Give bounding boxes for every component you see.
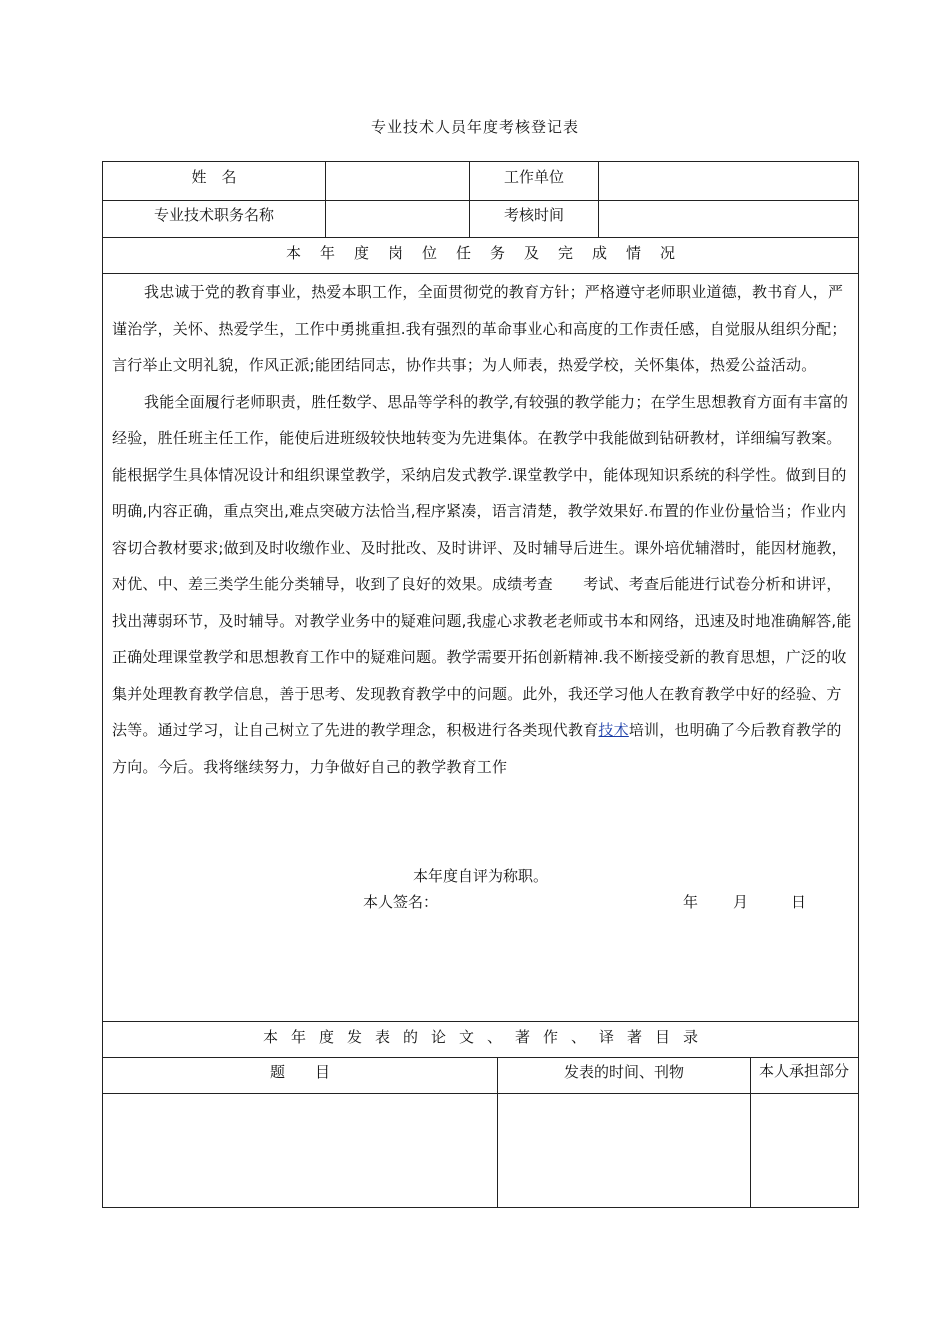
- publication-part-cell[interactable]: [752, 1094, 857, 1207]
- date-year-label: 年: [683, 893, 699, 911]
- duties-paragraph-2-text: 我能全面履行老师职责，胜任数学、思品等学科的教学,有较强的教学能力；在学生思想教育方面有丰富的经验，胜任班主任工作，能使后进班级较快地转变为先进集体。在教学中我能做到钻研教材，详细编写教案。能根据学生具体情况设计和组织课堂教学，采纳启发式教学.课堂教学中，能体现知识系统的科学性。做到目的明确,内容正确，重点突出,难点突破方法恰当,程序紧凑，语言清楚，教学效果好.布置的作业份量恰当；作业内容切合教材要求;做到及时收缴作业、及时批改、及时讲评、及时辅导后进生。课外培优辅潜时，能因材施教，对优、中、差三类学生能分类辅导，收到了良好的效果。成绩考查 考试、考查后能进行试卷分析和讲评，找出薄弱环节，及时辅导。对教学业务中的疑难问题,我虚心求教老老师或书本和网络，迅速及时地准确解答,能正确处理课堂教学和思想教育工作中的疑难问题。教学需要开拓创新精神.我不断接受新的教育思想，广泛的收集并处理教育教学信息，善于思考、发现教育教学中的问题。此外，我还学习他人在教育教学中好的经验、方法等。通过学习，让自己树立了先进的教学理念，积极进行各类现代教育: [112, 392, 852, 739]
- technology-link[interactable]: 技术: [598, 721, 629, 739]
- section-publications-heading: 本年度发表的论文、著作、译著目录: [262, 1028, 711, 1046]
- section-duties-heading: 本年度岗位任务及完成情况: [285, 244, 694, 262]
- self-evaluation: 本年度自评为称职。: [412, 867, 548, 885]
- publication-title-cell[interactable]: [104, 1094, 496, 1207]
- duties-paragraph-2: [112, 384, 852, 786]
- date-month-label: 月: [733, 893, 749, 911]
- duties-paragraph-1: 我忠诚于党的教育事业，热爱本职工作，全面贯彻党的教育方针；严格遵守老师职业道德，教书育人，严谨治学，关怀、热爱学生，工作中勇挑重担.我有强烈的革命事业心和高度的工作责任感，自觉服从组织分配；言行举止文明礼貌，作风正派;能团结同志，协作共事；为人师表，热爱学校，关怀集体，热爱公益活动。: [112, 283, 847, 374]
- signature-label: 本人签名：: [363, 893, 439, 911]
- name-field[interactable]: [326, 163, 468, 199]
- job-title-field[interactable]: [326, 201, 468, 236]
- column-time-header: 发表的时间、刊物: [563, 1063, 684, 1081]
- column-part-header-text: 本人承担部分: [759, 1062, 850, 1080]
- work-unit-label: 工作单位: [503, 168, 564, 186]
- duties-paragraph-2-tail: 培训，也明确了今后教育教学的方向。今后。我将继续努力，力争做好自己的教学教育工作: [112, 721, 842, 776]
- signature-field[interactable]: [443, 889, 663, 911]
- page-title: 专业技术人员年度考核登记表: [370, 118, 579, 136]
- column-title-header: 题 目: [269, 1063, 330, 1081]
- column-part-header: [751, 1061, 857, 1092]
- job-title-label: 专业技术职务名称: [153, 206, 274, 224]
- name-label: 姓 名: [191, 168, 237, 186]
- assess-time-field[interactable]: [599, 201, 857, 236]
- publication-time-cell[interactable]: [499, 1094, 749, 1207]
- assess-time-label: 考核时间: [503, 206, 564, 224]
- work-unit-field[interactable]: [599, 163, 857, 199]
- date-day-label: 日: [791, 893, 807, 911]
- duties-content: [112, 274, 852, 785]
- assessment-form: [102, 161, 859, 1208]
